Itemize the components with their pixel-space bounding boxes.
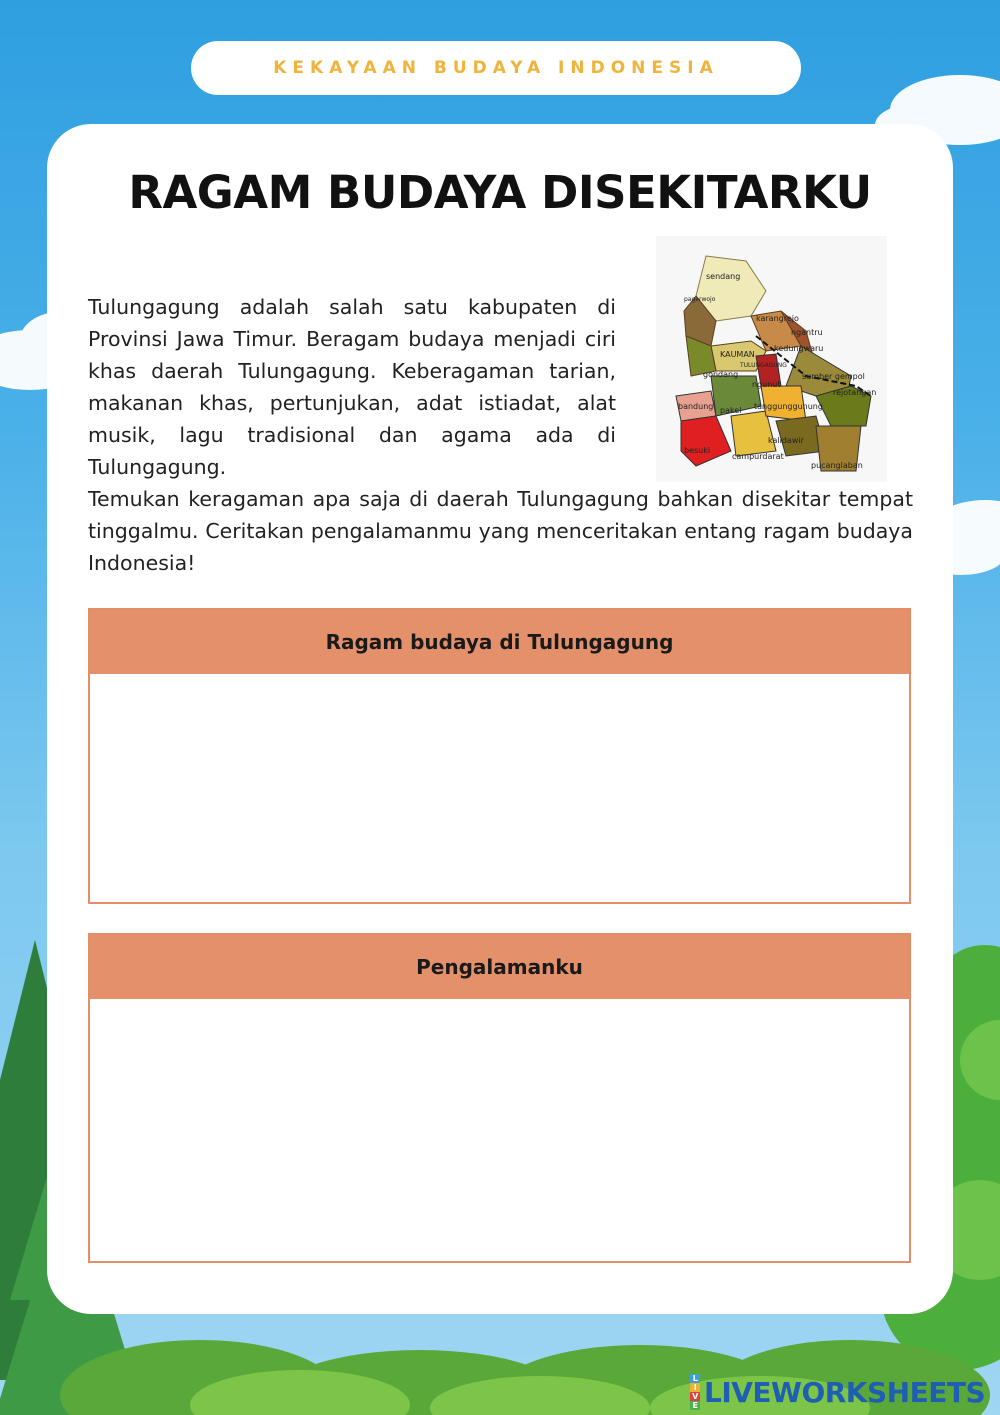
- tulungagung-map-image: [656, 236, 887, 482]
- banner-text: KEKAYAAN BUDAYA INDONESIA: [273, 58, 719, 78]
- map-label: ngunut: [752, 380, 781, 389]
- ragam-budaya-answer-area[interactable]: [90, 674, 909, 902]
- map-label: sendang: [706, 272, 741, 281]
- instruction-paragraph: Temukan keragaman apa saja di daerah Tulungagung bahkan disekitar tempat tinggalmu. Ceritakan pengalamanmu yang menceritakan entang ragam budaya Indonesia!: [88, 487, 913, 575]
- map-label: besuki: [684, 446, 711, 455]
- map-label: TULUNGAGUNG: [740, 362, 787, 369]
- map-label: pagerwojo: [684, 296, 716, 303]
- map-label: sumber gempol: [802, 372, 865, 381]
- page-title: RAGAM BUDAYA DISEKITARKU: [128, 166, 872, 219]
- map-label: KAUMAN: [720, 350, 755, 359]
- liveworksheets-logo[interactable]: [690, 1374, 985, 1410]
- ragam-budaya-box: [88, 608, 911, 904]
- map-label: pakel: [720, 406, 742, 415]
- map-label: kedungwaru: [774, 344, 824, 353]
- header-banner: [191, 41, 801, 95]
- pengalamanku-box: [88, 933, 911, 1263]
- map-label: campurdarat: [732, 452, 784, 461]
- map-label: rejotangan: [833, 388, 877, 397]
- map-label: bandung: [678, 402, 714, 411]
- pengalamanku-header: Pengalamanku: [90, 935, 909, 999]
- map-label: gondang: [703, 370, 739, 379]
- map-label: ngantru: [791, 328, 823, 337]
- ragam-budaya-header: Ragam budaya di Tulungagung: [90, 610, 909, 674]
- intro-paragraph: Tulungagung adalah salah satu kabupaten di Provinsi Jawa Timur. Beragam budaya menjadi ciri khas daerah Tulungagung. Keberagaman tarian, makanan khas, pertunjukan, adat istiadat, alat musik, lagu tradisional dan agama ada di Tulungagung.: [88, 295, 616, 479]
- map-label: tanggunggunung: [754, 402, 823, 411]
- pengalamanku-answer-area[interactable]: [90, 999, 909, 1261]
- liveworksheets-brand: LIVEWORKSHEETS: [704, 1375, 986, 1409]
- map-label: kalidawir: [768, 436, 804, 445]
- map-label: karangrejo: [756, 314, 799, 323]
- live-letters-icon: L I V E: [690, 1374, 700, 1410]
- map-label: pucanglaban: [811, 461, 863, 470]
